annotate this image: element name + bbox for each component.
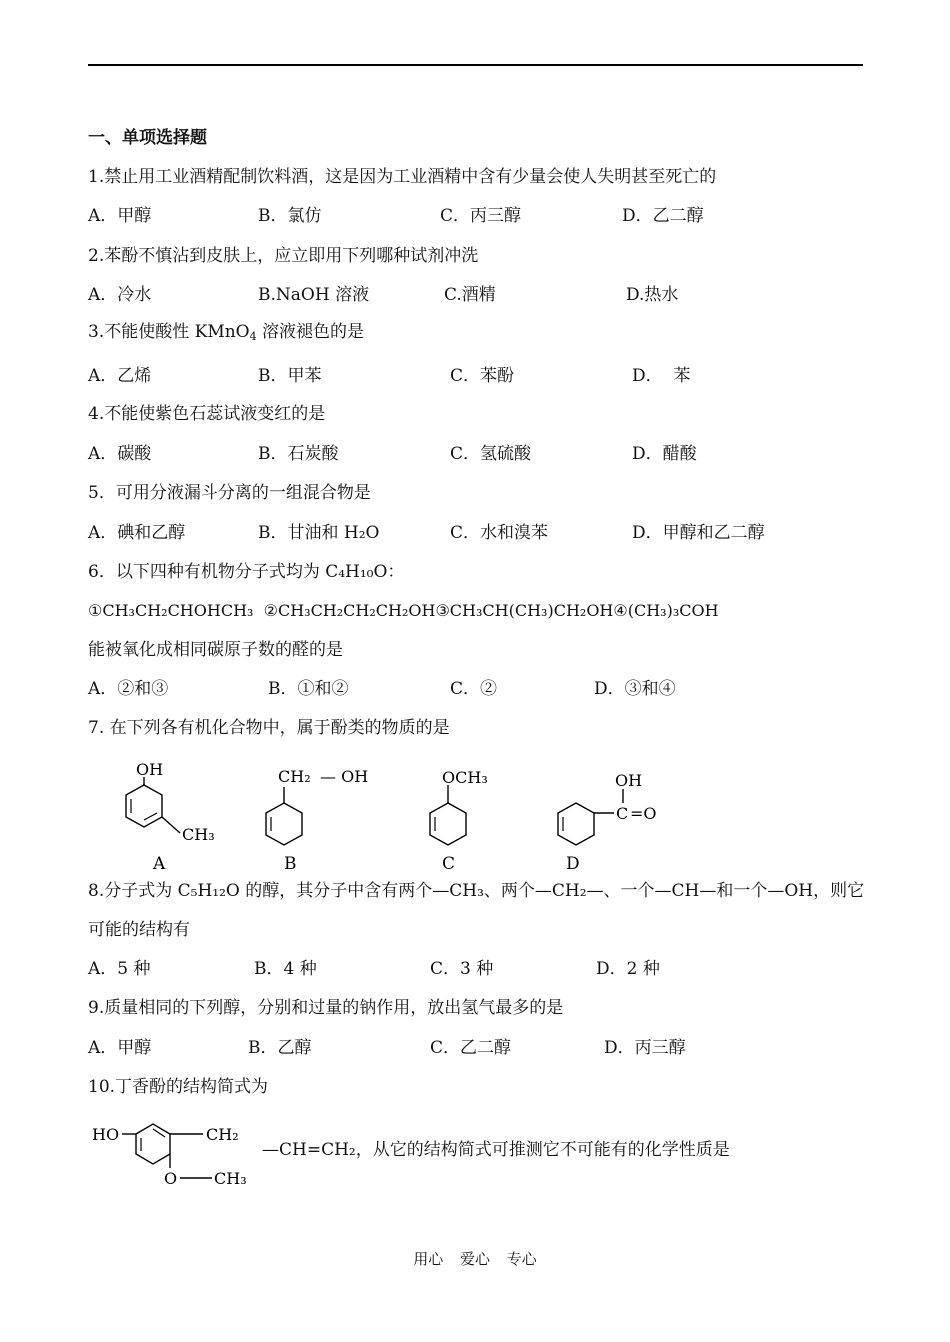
question-6-stem: 6．以下四种有机物分子式均为 C₄H₁₀O： bbox=[88, 562, 405, 582]
section-title: 一、单项选择题 bbox=[88, 128, 207, 148]
question-3-stem-sub: 4 bbox=[249, 330, 257, 343]
eugenol-o: O bbox=[164, 1169, 178, 1188]
question-4-stem: 4.不能使紫色石蕊试液变红的是 bbox=[88, 404, 326, 424]
question-9-option-a: A．甲醇 bbox=[88, 1038, 152, 1058]
structure-d-oh: OH bbox=[615, 771, 643, 790]
question-4-option-b: B．石炭酸 bbox=[258, 444, 339, 464]
question-6-option-a: A．②和③ bbox=[88, 679, 169, 699]
page-footer bbox=[0, 1248, 950, 1269]
structure-b-label: B bbox=[284, 854, 297, 874]
structure-c-label: C bbox=[442, 854, 456, 874]
eugenol-ch3: CH₃ bbox=[214, 1169, 247, 1188]
question-8-option-b: B．4 种 bbox=[254, 959, 317, 979]
question-3-option-a: A．乙烯 bbox=[88, 366, 152, 386]
header-rule bbox=[88, 64, 863, 66]
question-3-stem bbox=[88, 322, 364, 342]
structure-a bbox=[112, 755, 232, 875]
question-7-stem: 7. 在下列各有机化合物中，属于酚类的物质的是 bbox=[88, 718, 450, 738]
question-2-option-c: C.酒精 bbox=[444, 285, 496, 305]
structure-b-oh: — OH bbox=[320, 767, 369, 786]
question-3-option-d: D． 苯 bbox=[632, 366, 691, 386]
structure-a-ch3: CH₃ bbox=[182, 825, 215, 844]
question-3-stem-pre: 3.不能使酸性 KMnO bbox=[88, 322, 250, 342]
question-10-stem: 10.丁香酚的结构简式为 bbox=[88, 1077, 269, 1097]
structure-b-ch2: CH₂ bbox=[278, 767, 311, 786]
structure-c bbox=[424, 755, 534, 875]
structure-d-o: =O bbox=[630, 804, 657, 823]
question-8-stem-cont: 可能的结构有 bbox=[88, 920, 190, 940]
structure-a-oh: OH bbox=[136, 760, 164, 779]
question-6-prompt: 能被氧化成相同碳原子数的醛的是 bbox=[88, 640, 343, 660]
structure-eugenol bbox=[90, 1112, 260, 1194]
question-4-option-c: C．氢硫酸 bbox=[450, 444, 532, 464]
eugenol-ho: HO bbox=[92, 1125, 120, 1144]
question-6-option-d: D．③和④ bbox=[594, 679, 676, 699]
question-9-stem: 9.质量相同的下列醇，分别和过量的钠作用，放出氢气最多的是 bbox=[88, 998, 564, 1018]
footer-word-1: 用心 bbox=[413, 1250, 444, 1268]
eugenol-ch2: CH₂ bbox=[206, 1125, 239, 1144]
question-4-option-d: D．醋酸 bbox=[632, 444, 697, 464]
question-6-compounds: ①CH₃CH₂CHOHCH₃ ②CH₃CH₂CH₂CH₂OH③CH₃CH(CH₃)CH₂OH④(CH₃)₃COH bbox=[88, 601, 719, 620]
question-2-option-a: A．冷水 bbox=[88, 285, 152, 305]
question-5-stem: 5．可用分液漏斗分离的一组混合物是 bbox=[88, 483, 371, 503]
question-1-option-d: D．乙二醇 bbox=[622, 206, 704, 226]
question-3-option-c: C．苯酚 bbox=[450, 366, 515, 386]
structure-d-c: C bbox=[616, 804, 629, 823]
question-5-option-c: C．水和溴苯 bbox=[450, 523, 549, 543]
question-3-option-b: B．甲苯 bbox=[258, 366, 322, 386]
question-8-stem: 8.分子式为 C₅H₁₂O 的醇，其分子中含有两个—CH₃、两个—CH₂—、一个—CH—和一个—OH，则它 bbox=[88, 881, 865, 901]
structure-b bbox=[262, 755, 392, 875]
question-10-stem-cont: —CH=CH₂，从它的结构简式可推测它不可能有的化学性质是 bbox=[262, 1140, 730, 1160]
question-8-option-d: D．2 种 bbox=[596, 959, 660, 979]
structure-d bbox=[552, 755, 682, 875]
question-2-option-b: B.NaOH 溶液 bbox=[258, 285, 370, 305]
question-8-option-a: A．5 种 bbox=[88, 959, 151, 979]
question-5-option-d: D．甲醇和乙二醇 bbox=[632, 523, 765, 543]
question-4-option-a: A．碳酸 bbox=[88, 444, 152, 464]
question-6-option-b: B．①和② bbox=[268, 679, 349, 699]
question-1-stem: 1.禁止用工业酒精配制饮料酒，这是因为工业酒精中含有少量会使人失明甚至死亡的 bbox=[88, 167, 717, 187]
question-9-option-c: C．乙二醇 bbox=[430, 1038, 512, 1058]
question-2-stem: 2.苯酚不慎沾到皮肤上，应立即用下列哪种试剂冲洗 bbox=[88, 246, 479, 266]
structure-a-label: A bbox=[153, 854, 166, 874]
structure-c-och3: OCH₃ bbox=[442, 768, 488, 787]
question-8-option-c: C．3 种 bbox=[430, 959, 494, 979]
question-5-option-a: A．碘和乙醇 bbox=[88, 523, 186, 543]
question-6-option-c: C．② bbox=[450, 679, 498, 699]
question-1-option-c: C．丙三醇 bbox=[440, 206, 522, 226]
structure-d-label: D bbox=[566, 854, 580, 874]
question-1-option-b: B．氯仿 bbox=[258, 206, 322, 226]
question-9-option-b: B．乙醇 bbox=[248, 1038, 312, 1058]
question-1-option-a: A．甲醇 bbox=[88, 206, 152, 226]
footer-word-2: 爱心 bbox=[459, 1250, 490, 1268]
footer-word-3: 专心 bbox=[506, 1250, 537, 1268]
question-5-option-b: B．甘油和 H₂O bbox=[258, 523, 380, 543]
question-2-option-d: D.热水 bbox=[626, 285, 679, 305]
question-9-option-d: D．丙三醇 bbox=[604, 1038, 686, 1058]
question-3-stem-post: 溶液褪色的是 bbox=[256, 322, 365, 342]
